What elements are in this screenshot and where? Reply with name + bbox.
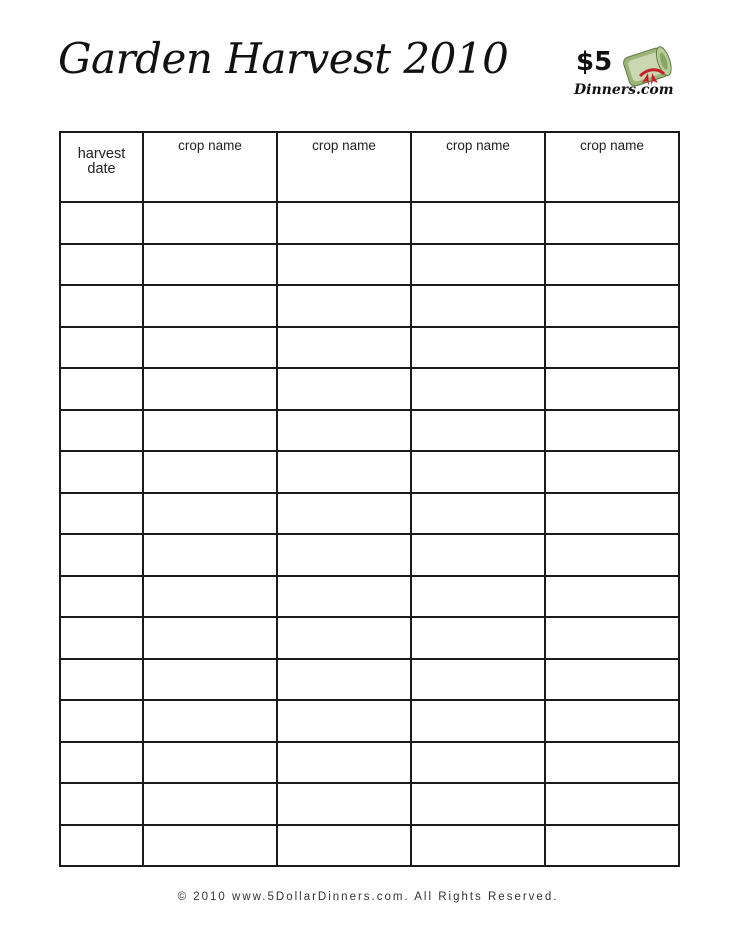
harvest-date-cell[interactable] bbox=[60, 410, 143, 452]
harvest-date-header-line2: date bbox=[87, 161, 116, 177]
crop-entry-cell[interactable] bbox=[143, 617, 277, 659]
table-row bbox=[60, 659, 679, 701]
crop-entry-cell[interactable] bbox=[411, 534, 545, 576]
harvest-date-cell[interactable] bbox=[60, 576, 143, 618]
crop-name-header-3: crop name bbox=[411, 132, 545, 202]
harvest-log-table bbox=[59, 131, 680, 867]
table-row bbox=[60, 783, 679, 825]
crop-entry-cell[interactable] bbox=[277, 700, 411, 742]
crop-entry-cell[interactable] bbox=[411, 742, 545, 784]
crop-entry-cell[interactable] bbox=[411, 783, 545, 825]
crop-entry-cell[interactable] bbox=[411, 451, 545, 493]
table-row bbox=[60, 285, 679, 327]
crop-name-header-1: crop name bbox=[143, 132, 277, 202]
crop-entry-cell[interactable] bbox=[545, 534, 679, 576]
table-row bbox=[60, 202, 679, 244]
harvest-date-cell[interactable] bbox=[60, 285, 143, 327]
crop-entry-cell[interactable] bbox=[277, 742, 411, 784]
crop-entry-cell[interactable] bbox=[277, 202, 411, 244]
harvest-date-cell[interactable] bbox=[60, 700, 143, 742]
harvest-date-cell[interactable] bbox=[60, 244, 143, 286]
table-row bbox=[60, 617, 679, 659]
crop-entry-cell[interactable] bbox=[411, 825, 545, 867]
crop-entry-cell[interactable] bbox=[411, 576, 545, 618]
crop-entry-cell[interactable] bbox=[143, 327, 277, 369]
crop-entry-cell[interactable] bbox=[277, 244, 411, 286]
table-row bbox=[60, 244, 679, 286]
harvest-date-cell[interactable] bbox=[60, 534, 143, 576]
crop-entry-cell[interactable] bbox=[143, 700, 277, 742]
table-header-row bbox=[60, 132, 679, 202]
harvest-date-cell[interactable] bbox=[60, 742, 143, 784]
harvest-date-cell[interactable] bbox=[60, 327, 143, 369]
harvest-date-cell[interactable] bbox=[60, 825, 143, 867]
harvest-date-cell[interactable] bbox=[60, 368, 143, 410]
table-row bbox=[60, 825, 679, 867]
crop-entry-cell[interactable] bbox=[143, 659, 277, 701]
logo-site-text: Dinners.com bbox=[574, 82, 674, 98]
table-row bbox=[60, 451, 679, 493]
harvest-date-cell[interactable] bbox=[60, 783, 143, 825]
crop-entry-cell[interactable] bbox=[411, 244, 545, 286]
crop-entry-cell[interactable] bbox=[411, 202, 545, 244]
crop-entry-cell[interactable] bbox=[545, 700, 679, 742]
harvest-date-cell[interactable] bbox=[60, 659, 143, 701]
crop-entry-cell[interactable] bbox=[143, 410, 277, 452]
crop-entry-cell[interactable] bbox=[411, 368, 545, 410]
crop-entry-cell[interactable] bbox=[545, 742, 679, 784]
harvest-date-cell[interactable] bbox=[60, 617, 143, 659]
crop-entry-cell[interactable] bbox=[277, 368, 411, 410]
crop-entry-cell[interactable] bbox=[143, 202, 277, 244]
crop-entry-cell[interactable] bbox=[277, 576, 411, 618]
harvest-date-cell[interactable] bbox=[60, 202, 143, 244]
harvest-date-header bbox=[60, 132, 143, 202]
crop-name-header-4: crop name bbox=[545, 132, 679, 202]
crop-entry-cell[interactable] bbox=[143, 368, 277, 410]
crop-entry-cell[interactable] bbox=[545, 327, 679, 369]
harvest-date-cell[interactable] bbox=[60, 493, 143, 535]
crop-entry-cell[interactable] bbox=[277, 493, 411, 535]
crop-entry-cell[interactable] bbox=[277, 451, 411, 493]
crop-entry-cell[interactable] bbox=[545, 576, 679, 618]
money-roll-logo-icon bbox=[568, 38, 678, 108]
crop-entry-cell[interactable] bbox=[143, 451, 277, 493]
crop-entry-cell[interactable] bbox=[277, 825, 411, 867]
crop-entry-cell[interactable] bbox=[411, 617, 545, 659]
crop-entry-cell[interactable] bbox=[143, 534, 277, 576]
crop-entry-cell[interactable] bbox=[411, 659, 545, 701]
crop-entry-cell[interactable] bbox=[545, 493, 679, 535]
crop-entry-cell[interactable] bbox=[143, 493, 277, 535]
crop-entry-cell[interactable] bbox=[545, 244, 679, 286]
crop-entry-cell[interactable] bbox=[277, 534, 411, 576]
crop-entry-cell[interactable] bbox=[277, 327, 411, 369]
crop-entry-cell[interactable] bbox=[545, 617, 679, 659]
table-row bbox=[60, 368, 679, 410]
crop-entry-cell[interactable] bbox=[411, 410, 545, 452]
crop-entry-cell[interactable] bbox=[545, 451, 679, 493]
table-row bbox=[60, 534, 679, 576]
crop-entry-cell[interactable] bbox=[545, 825, 679, 867]
table-body bbox=[60, 202, 679, 866]
crop-entry-cell[interactable] bbox=[545, 659, 679, 701]
crop-entry-cell[interactable] bbox=[143, 285, 277, 327]
crop-entry-cell[interactable] bbox=[143, 783, 277, 825]
crop-entry-cell[interactable] bbox=[545, 783, 679, 825]
crop-entry-cell[interactable] bbox=[411, 493, 545, 535]
crop-entry-cell[interactable] bbox=[411, 285, 545, 327]
crop-entry-cell[interactable] bbox=[545, 368, 679, 410]
crop-entry-cell[interactable] bbox=[277, 285, 411, 327]
crop-entry-cell[interactable] bbox=[277, 617, 411, 659]
crop-entry-cell[interactable] bbox=[143, 742, 277, 784]
crop-name-header-2: crop name bbox=[277, 132, 411, 202]
crop-entry-cell[interactable] bbox=[277, 410, 411, 452]
harvest-date-cell[interactable] bbox=[60, 451, 143, 493]
table-row bbox=[60, 493, 679, 535]
crop-entry-cell[interactable] bbox=[545, 202, 679, 244]
crop-entry-cell[interactable] bbox=[277, 783, 411, 825]
harvest-date-header-line1: harvest bbox=[77, 146, 126, 162]
logo-amount-text: $5 bbox=[576, 47, 613, 77]
crop-entry-cell[interactable] bbox=[545, 410, 679, 452]
crop-entry-cell[interactable] bbox=[277, 659, 411, 701]
crop-entry-cell[interactable] bbox=[143, 244, 277, 286]
five-dollar-dinners-logo bbox=[568, 38, 678, 108]
crop-entry-cell[interactable] bbox=[143, 576, 277, 618]
table-row bbox=[60, 576, 679, 618]
crop-entry-cell[interactable] bbox=[143, 825, 277, 867]
copyright-footer: © 2010 www.5DollarDinners.com. All Rights Reserved. bbox=[177, 891, 559, 903]
table-row bbox=[60, 410, 679, 452]
table-row bbox=[60, 327, 679, 369]
crop-entry-cell[interactable] bbox=[411, 700, 545, 742]
table-row bbox=[60, 742, 679, 784]
crop-entry-cell[interactable] bbox=[545, 285, 679, 327]
crop-entry-cell[interactable] bbox=[411, 327, 545, 369]
page-title: Garden Harvest 2010 bbox=[58, 34, 509, 83]
table-row bbox=[60, 700, 679, 742]
